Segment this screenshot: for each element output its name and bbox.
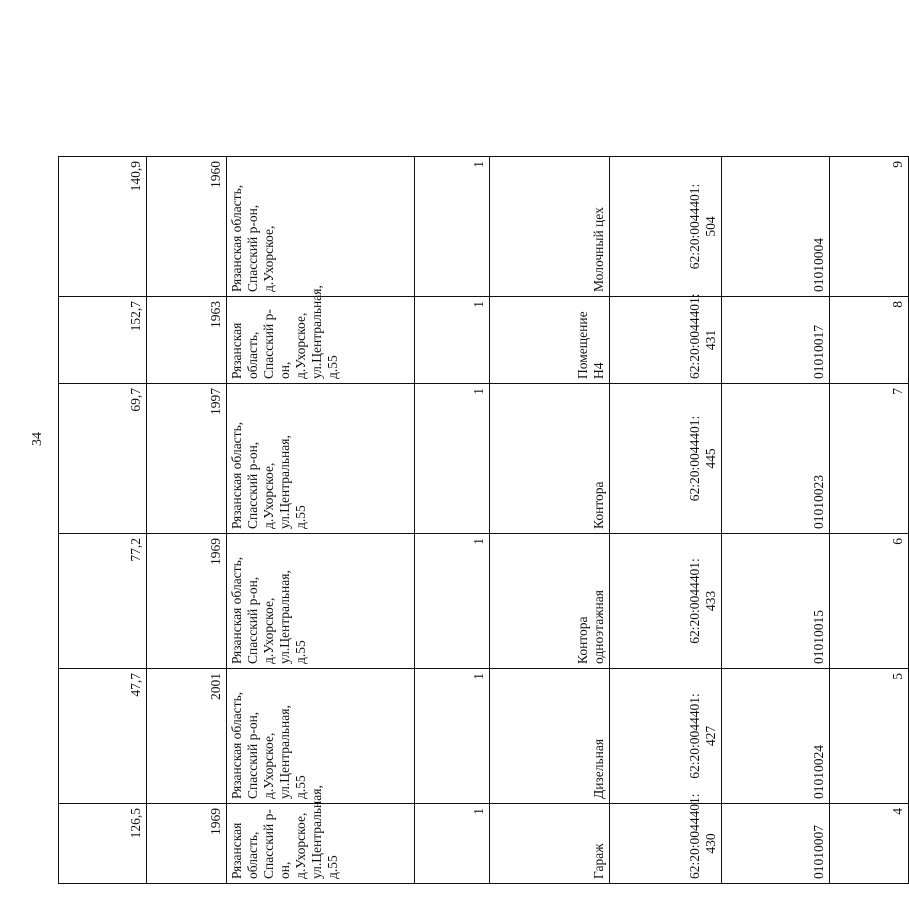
cell-year: 1997 xyxy=(147,384,227,534)
cell-row-number: 4 xyxy=(830,804,909,884)
cell-quantity: 1 xyxy=(415,157,490,297)
cell-area: 126,5 xyxy=(59,804,147,884)
cell-area: 140,9 xyxy=(59,157,147,297)
cell-address: Рязанская область, Спасский р-он, д.Ухорское, ул.Центральная, д.55 xyxy=(227,804,415,884)
cell-inventory-code: 01010024 xyxy=(722,669,830,804)
cell-cadastral: 62:20:0044401: 430 xyxy=(610,804,722,884)
cell-row-number: 5 xyxy=(830,669,909,804)
table-row-cad xyxy=(610,34,722,884)
cell-address: Рязанская область, Спасский р-он, д.Ухорское, ул.Центральная, д.55 xyxy=(227,297,415,384)
cell-cadastral: 62:20:0044401: 445 xyxy=(610,384,722,534)
cell-quantity: 1 xyxy=(415,534,490,669)
table-row-year xyxy=(147,34,227,884)
cell-name: Помещение Н4 xyxy=(490,297,610,384)
cell-year: 1960 xyxy=(147,157,227,297)
table-row-name xyxy=(490,34,610,884)
cell-inventory-code: 01010004 xyxy=(722,157,830,297)
cell-name: Гараж xyxy=(490,804,610,884)
cell-area: 47,7 xyxy=(59,669,147,804)
cell-inventory-code: 01010023 xyxy=(722,384,830,534)
rotated-table-container xyxy=(58,34,906,884)
table-row-addr xyxy=(227,34,415,884)
cell-address: Рязанская область, Спасский р-он, д.Ухорское, ул.Центральная, д.55 xyxy=(227,384,415,534)
cell-cadastral: 62:20:0044401: 504 xyxy=(610,157,722,297)
table-row-code xyxy=(722,34,830,884)
cell-year: 1969 xyxy=(147,534,227,669)
cell-name: Контора xyxy=(490,384,610,534)
cell-inventory-code: 01010017 xyxy=(722,297,830,384)
cell-row-number: 7 xyxy=(830,384,909,534)
page-number: 34 xyxy=(30,432,45,446)
cell-quantity: 1 xyxy=(415,804,490,884)
cell-row-number: 8 xyxy=(830,297,909,384)
property-table xyxy=(58,33,909,884)
cell-quantity: 1 xyxy=(415,384,490,534)
table-row-num xyxy=(830,34,909,884)
cell-row-number: 6 xyxy=(830,534,909,669)
cell-inventory-code: 01010007 xyxy=(722,804,830,884)
cell-name: Дизельная xyxy=(490,669,610,804)
cell-quantity: 1 xyxy=(415,297,490,384)
cell-year: 1963 xyxy=(147,297,227,384)
table-row-area xyxy=(59,34,147,884)
cell-row-number: 9 xyxy=(830,157,909,297)
cell-address: Рязанская область, Спасский р-он, д.Ухорское, xyxy=(227,157,415,297)
cell-year: 1969 xyxy=(147,804,227,884)
cell-cadastral: 62:20:0044401: 433 xyxy=(610,534,722,669)
cell-cadastral: 62:20:0044401: 427 xyxy=(610,669,722,804)
cell-inventory-code: 01010015 xyxy=(722,534,830,669)
cell-name: Контора одноэтажная xyxy=(490,534,610,669)
cell-address: Рязанская область, Спасский р-он, д.Ухорское, ул.Центральная, д.55 xyxy=(227,669,415,804)
cell-address: Рязанская область, Спасский р-он, д.Ухорское, ул.Центральная, д.55 xyxy=(227,534,415,669)
cell-area: 69,7 xyxy=(59,384,147,534)
cell-year: 2001 xyxy=(147,669,227,804)
table-row-qty xyxy=(415,34,490,884)
cell-cadastral: 62:20:0044401: 431 xyxy=(610,297,722,384)
cell-area: 152,7 xyxy=(59,297,147,384)
cell-quantity: 1 xyxy=(415,669,490,804)
cell-area: 77,2 xyxy=(59,534,147,669)
cell-name: Молочный цех xyxy=(490,157,610,297)
